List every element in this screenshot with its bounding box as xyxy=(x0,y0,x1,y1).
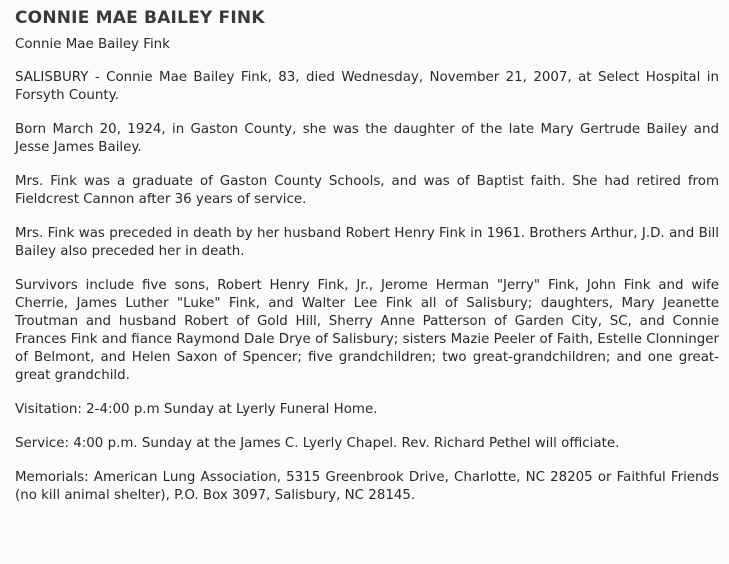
paragraph-visitation: Visitation: 2-4:00 p.m Sunday at Lyerly Funeral Home. xyxy=(15,402,378,417)
obituary-document xyxy=(15,8,719,505)
paragraph-service: Service: 4:00 p.m. Sunday at the James C. Lyerly Chapel. Rev. Richard Pethel will officiate. xyxy=(15,436,620,451)
paragraph-preceded-in-death: Mrs. Fink was preceded in death by her husband Robert Henry Fink in 1961. Brothers Arthur, J.D. and Bill Bailey also preceded her in death. xyxy=(15,226,719,259)
paragraph-survivors: Survivors include five sons, Robert Henry Fink, Jr., Jerome Herman "Jerry" Fink, John Fink and wife Cherrie, James Luther "Luke" Fink, and Walter Lee Fink all of Salisbury; daughters, Mary Jeanette Troutman and husband Robert of Gold Hill, Sherry Anne Patterson of Garden City, SC, and Connie Frances Fink and fiance Raymond Dale Drye of Salisbury; sisters Mazie Peeler of Faith, Estelle Clonninger of Belmont, and Helen Saxon of Spencer; five grandchildren; two great-grandchildren; and one great-great grandchild. xyxy=(15,278,719,383)
paragraph-education-career: Mrs. Fink was a graduate of Gaston County Schools, and was of Baptist faith. She had retired from Fieldcrest Cannon after 36 years of service. xyxy=(15,174,719,207)
paragraph-death-notice: SALISBURY - Connie Mae Bailey Fink, 83, died Wednesday, November 21, 2007, at Select Hospital in Forsyth County. xyxy=(15,70,719,103)
paragraph-birth: Born March 20, 1924, in Gaston County, she was the daughter of the late Mary Gertrude Bailey and Jesse James Bailey. xyxy=(15,122,719,155)
obituary-heading: CONNIE MAE BAILEY FINK xyxy=(15,8,265,28)
paragraph-memorials: Memorials: American Lung Association, 5315 Greenbrook Drive, Charlotte, NC 28205 or Faithful Friends (no kill animal shelter), P.O. Box 3097, Salisbury, NC 28145. xyxy=(15,470,719,503)
obituary-name-line: Connie Mae Bailey Fink xyxy=(15,37,170,52)
